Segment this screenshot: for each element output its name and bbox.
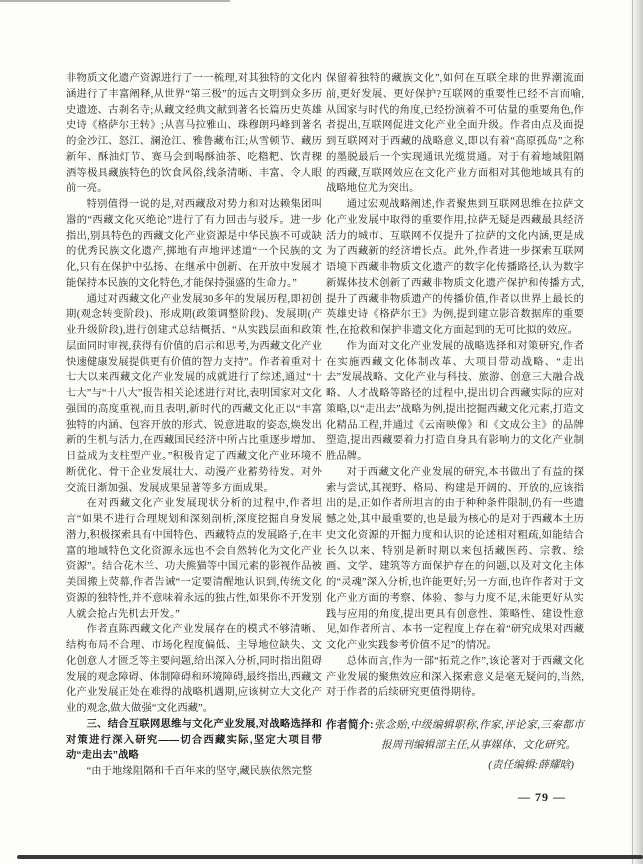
paragraph: 通过宏观战略阐述,作者聚焦到互联网思维在拉萨文化产业发展中取得的重要作用,拉萨无疑是西藏最具经济活力的城市、互联网不仅提升了拉萨的文化内涵,更是成为了西藏新的经济增长点。此外,作者进一步探索互联网语境下西藏非物质文化遗产的数字化传播路径,认为数字新媒体技术创新了西藏非物质文化遗产保护和传播方式,提升了西藏非物质遗产的传播价值,作者以世界上最长的英雄史诗《格萨尔王》为例,提到建立影音数据库的重要性,在抢救和保护非遗文化方面起到的无可比拟的效应。 [326,199,584,336]
paragraph: 对于西藏文化产业发展的研究,本书做出了有益的探索与尝试,其视野、格局、构建是开阔的、开放的,应该指出的是,正如作者所坦言的由于种种条件限制,仍有一些遗憾之处,其中最重要的,也是最为核心的是对于西藏本土历史文化资源的开掘力度和认识的论述相对粗疏,如能结合长久以来、特别是新时期以来包括藏医药、宗教、绘画、文学、建筑等方面保护存在的问题,以及对文化主体的“灵魂”深入分析,也许能更好;另一方面,也许作者对于文化产业方面的考察、体验、参与力度不足,未能更好从实践与应用的角度,提出更具有创意性、策略性、建设性意见,如作者所言、本书一定程度上存在着“研究成果对西藏文化产业实践参考价值不足”的情况。 [326,466,584,651]
author-bio-text: 张念贻,中级编辑职称,作家,评论家,三秦都市报周刊编辑部主任,从事媒体、文化研究。 [373,720,584,751]
scan-bottom-edge [17,855,643,859]
paragraph: 在对西藏文化产业发展现状分析的过程中,作者坦言“如果不进行合理规划和深刻剖析,深度挖掘自身发展潜力,积极探索具有中国特色、西藏特点的发展路子,在丰富的地域特色文化资源永远也不会自然转化为文化产业资源”。结合花木兰、功夫熊猫等中国元素的影视作品被美国搬上荧幕,作者告诫“一定要清醒地认识到,传统文化资源的独特性,并不意味着永远的独占性,如果你不开发别人就会抢占先机去开发。” [66,498,322,620]
editor-note: (责任编辑:薛耀晗) [488,760,574,771]
paragraph: 作者直陈西藏文化产业发展存在的模式不够清晰、结构布局不合理、市场化程度偏低、主导地位缺失、文化创意人才匮乏等主要问题,给出深入分析,同时指出阻碍发展的观念障碍、体制障碍和环境障碍,最终指出,西藏文化产业发展正处在难得的战略机遇期,应该树立大文化产业的观念,做大做强“文化西藏”。 [66,624,322,714]
author-bio [326,716,584,755]
paragraph: 作为面对文化产业发展的战略选择和对策研究,作者在实施西藏文化体制改革、大项目带动战略、“走出去”发展战略、文化产业与科技、旅游、创意三大融合战略、人才战略等路径的过程中,提出切合西藏实际的应对策略,以“走出去”战略为例,提出挖掘西藏文化元素,打造文化精品工程,并通过《云南映像》和《文成公主》的品牌塑造,提出西藏要着力打造自身具有影响力的文化产业制胜品牌。 [326,340,584,462]
paragraph: 总体而言,作为一部“拓荒之作”,该论著对于西藏文化产业发展的聚焦效应和深入探索意义是毫无疑问的,当然,对于作者的后续研究更值得期待。 [326,655,584,699]
left-column [66,71,322,780]
scan-top-edge [0,0,230,2]
page-number: — 79 — [518,789,566,804]
scan-right-edge-line [632,0,633,864]
author-bio-label: 作者简介: [326,719,374,731]
paragraph: 特别值得一说的是,对西藏敌对势力和对达赖集团叫嚣的“西藏文化灭绝论”进行了有力回击与驳斥。进一步指出,别具特色的西藏文化产业资源是中华民族不可或缺的优秀民族文化遗产,掷地有声地评述道“一个民族的文化,只有在保护中弘扬、在继承中创新、在开放中发展才能保持本民族的文化特色,才能保持强盛的生命力。” [66,199,322,289]
right-column [326,71,584,805]
section-heading: 三、结合互联网思维与文化产业发展,对战略选择和对策进行深入研究——切合西藏实际,坚定大项目带动“走出去”战略 [66,718,322,762]
paragraph: 非物质文化遗产资源进行了一一梳理,对其独特的文化内涵进行了丰富阐释,从世界“第三极”的远古文明到众多历史遗迹、古刹名寺;从藏文经典文献到著名长篇历史英雄史诗《格萨尔王转》;从喜马拉雅山、珠穆朗玛峰到著名的金沙江、怒江、澜沧江、雅鲁藏布江;从雪顿节、藏历新年、酥油灯节、赛马会到喝酥油茶、吃糌粑、饮青稞酒等极具藏族特色的饮食风俗,线条清晰、丰富、令人眼前一亮。 [66,73,322,195]
paragraph: 保留着独特的藏族文化”,如何在互联全球的世界潮流面前,更好发展、更好保护?互联网的重要性已经不言而喻,从国家与时代的角度,已经扮演着不可估量的重要角色,作者提出,互联网促进文化产业全面升级。作者由点及面提到互联网对于西藏的战略意义,即以有着“高原孤岛”之称的墨脱最后一个实现通讯光缆贯通。对于有着地域阻隔的西藏,互联网效应在文化产业方面相对其他地域具有的战略地位尤为突出。 [326,73,584,195]
paragraph: “由于地缘阻隔和千百年来的坚守,藏民族依然完整 [86,766,313,777]
paragraph: 通过对西藏文化产业发展30多年的发展历程,即初创期(观念转变阶段)、形成期(政策调整阶段)、发展期(产业升级阶段),进行创建式总结概括、“从实践层面和政策层面同时审视,获得有价值的启示和思考,为西藏文化产业快速健康发展提供更有价值的智力支持”。作者着重对十七大以来西藏文化产业发展的成就进行了综述,通过“十七大”与“十八大”报告相关论述进行对比,表明国家对文化强国的高度重视,而且表明,新时代的西藏文化正以“丰富独特的内涵、包容开放的形式、锐意进取的姿态,焕发出新的生机与活力,在西藏国民经济中所占比重逐步增加、日益成为支柱型产业。”积极肯定了西藏文化产业环境不断优化、骨干企业发展壮大、动漫产业蓄势待发、对外交流日渐加强、发展成果显著等多方面成果。 [66,293,322,494]
